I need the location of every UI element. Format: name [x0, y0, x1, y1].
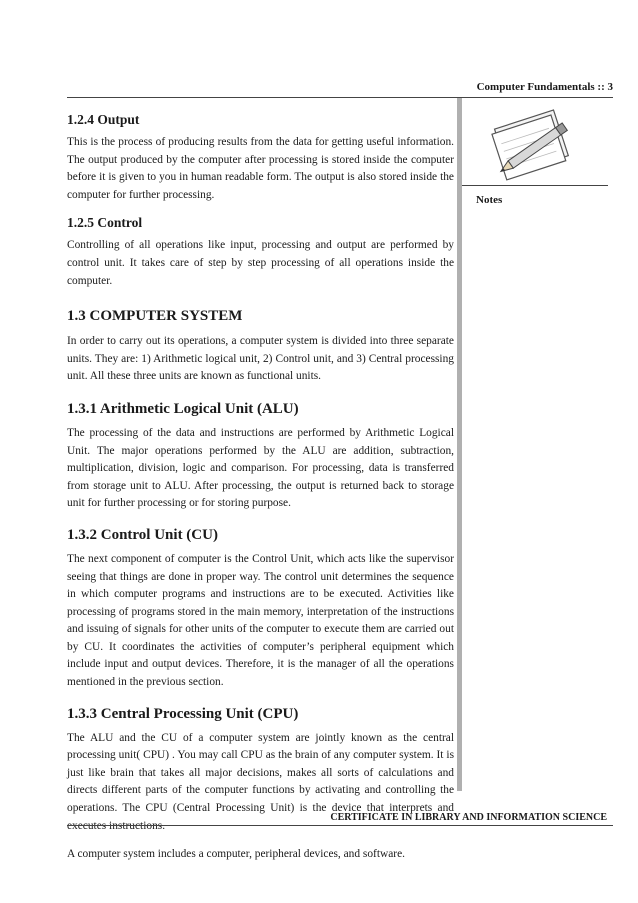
section-body-output: This is the process of producing results from the data for getting useful information. The output produced by the computer after processing is stored inside the computer before it is given to you in human readable form. The output is also stored inside the computer for further processing.: [67, 136, 454, 201]
section-body-cpu: The ALU and the CU of a computer system are jointly known as the central processing unit( CPU) . You may call CPU as the brain of any computer system. It is just like brain that takes all major decisions, makes all sorts of calculations and directs different parts of the computer functions by activating and controlling the operations. The CPU (Central Processing Unit) is the device that interprets and executes instructions.: [67, 731, 454, 832]
notes-divider: [462, 185, 608, 186]
section-body-alu: The processing of the data and instructions are performed by Arithmetic Logical Unit. The major operations performed by the ALU are addition, subtraction, multiplication, division, logic and comparison. For processing, data is transferred from storage unit to ALU. After processing, the output is returned back to storage unit for further processing or for storing purpose.: [67, 426, 454, 510]
header-divider: [67, 97, 613, 98]
notes-label: Notes: [476, 194, 503, 206]
section-heading-control: 1.2.5 Control: [67, 215, 143, 231]
running-header: Computer Fundamentals :: 3: [476, 81, 613, 93]
section-heading-cpu: 1.3.3 Central Processing Unit (CPU): [67, 705, 299, 722]
margin-bar: [457, 98, 462, 791]
section-body-computer-system: In order to carry out its operations, a computer system is divided into three separate units. They are: 1) Arithmetic logical unit, 2) Control unit, and 3) Central processing unit. All these three units are known as functional units.: [67, 335, 454, 383]
footer-divider: [67, 825, 613, 826]
section-closing-cpu: A computer system includes a computer, peripheral devices, and software.: [67, 848, 405, 861]
section-heading-cu: 1.3.2 Control Unit (CU): [67, 526, 218, 543]
main-content: [67, 112, 454, 875]
pencil-notepad-icon: [483, 104, 583, 184]
section-heading-alu: 1.3.1 Arithmetic Logical Unit (ALU): [67, 400, 299, 417]
section-heading-output: 1.2.4 Output: [67, 112, 140, 127]
footer-course-title: CERTIFICATE IN LIBRARY AND INFORMATION SCIENCE: [330, 812, 607, 823]
section-body-cu: The next component of computer is the Control Unit, which acts like the supervisor seeing that things are done in proper way. The control unit determines the sequence in which computer programs and instructions are to be executed. Activities like processing of programs stored in the main memory, interpretation of the instructions and issuing of signals for other units of the computer to execute them are carried out by CU. It coordinates the activities of computer’s peripheral equipment which include input and output devices. Therefore, it is the manager of all the operations mentioned in the previous section.: [67, 552, 454, 689]
section-heading-computer-system: 1.3 COMPUTER SYSTEM: [67, 308, 243, 325]
section-body-control: Controlling of all operations like input, processing and output are performed by control unit. It takes care of step by step processing of all operations inside the computer.: [67, 239, 454, 287]
